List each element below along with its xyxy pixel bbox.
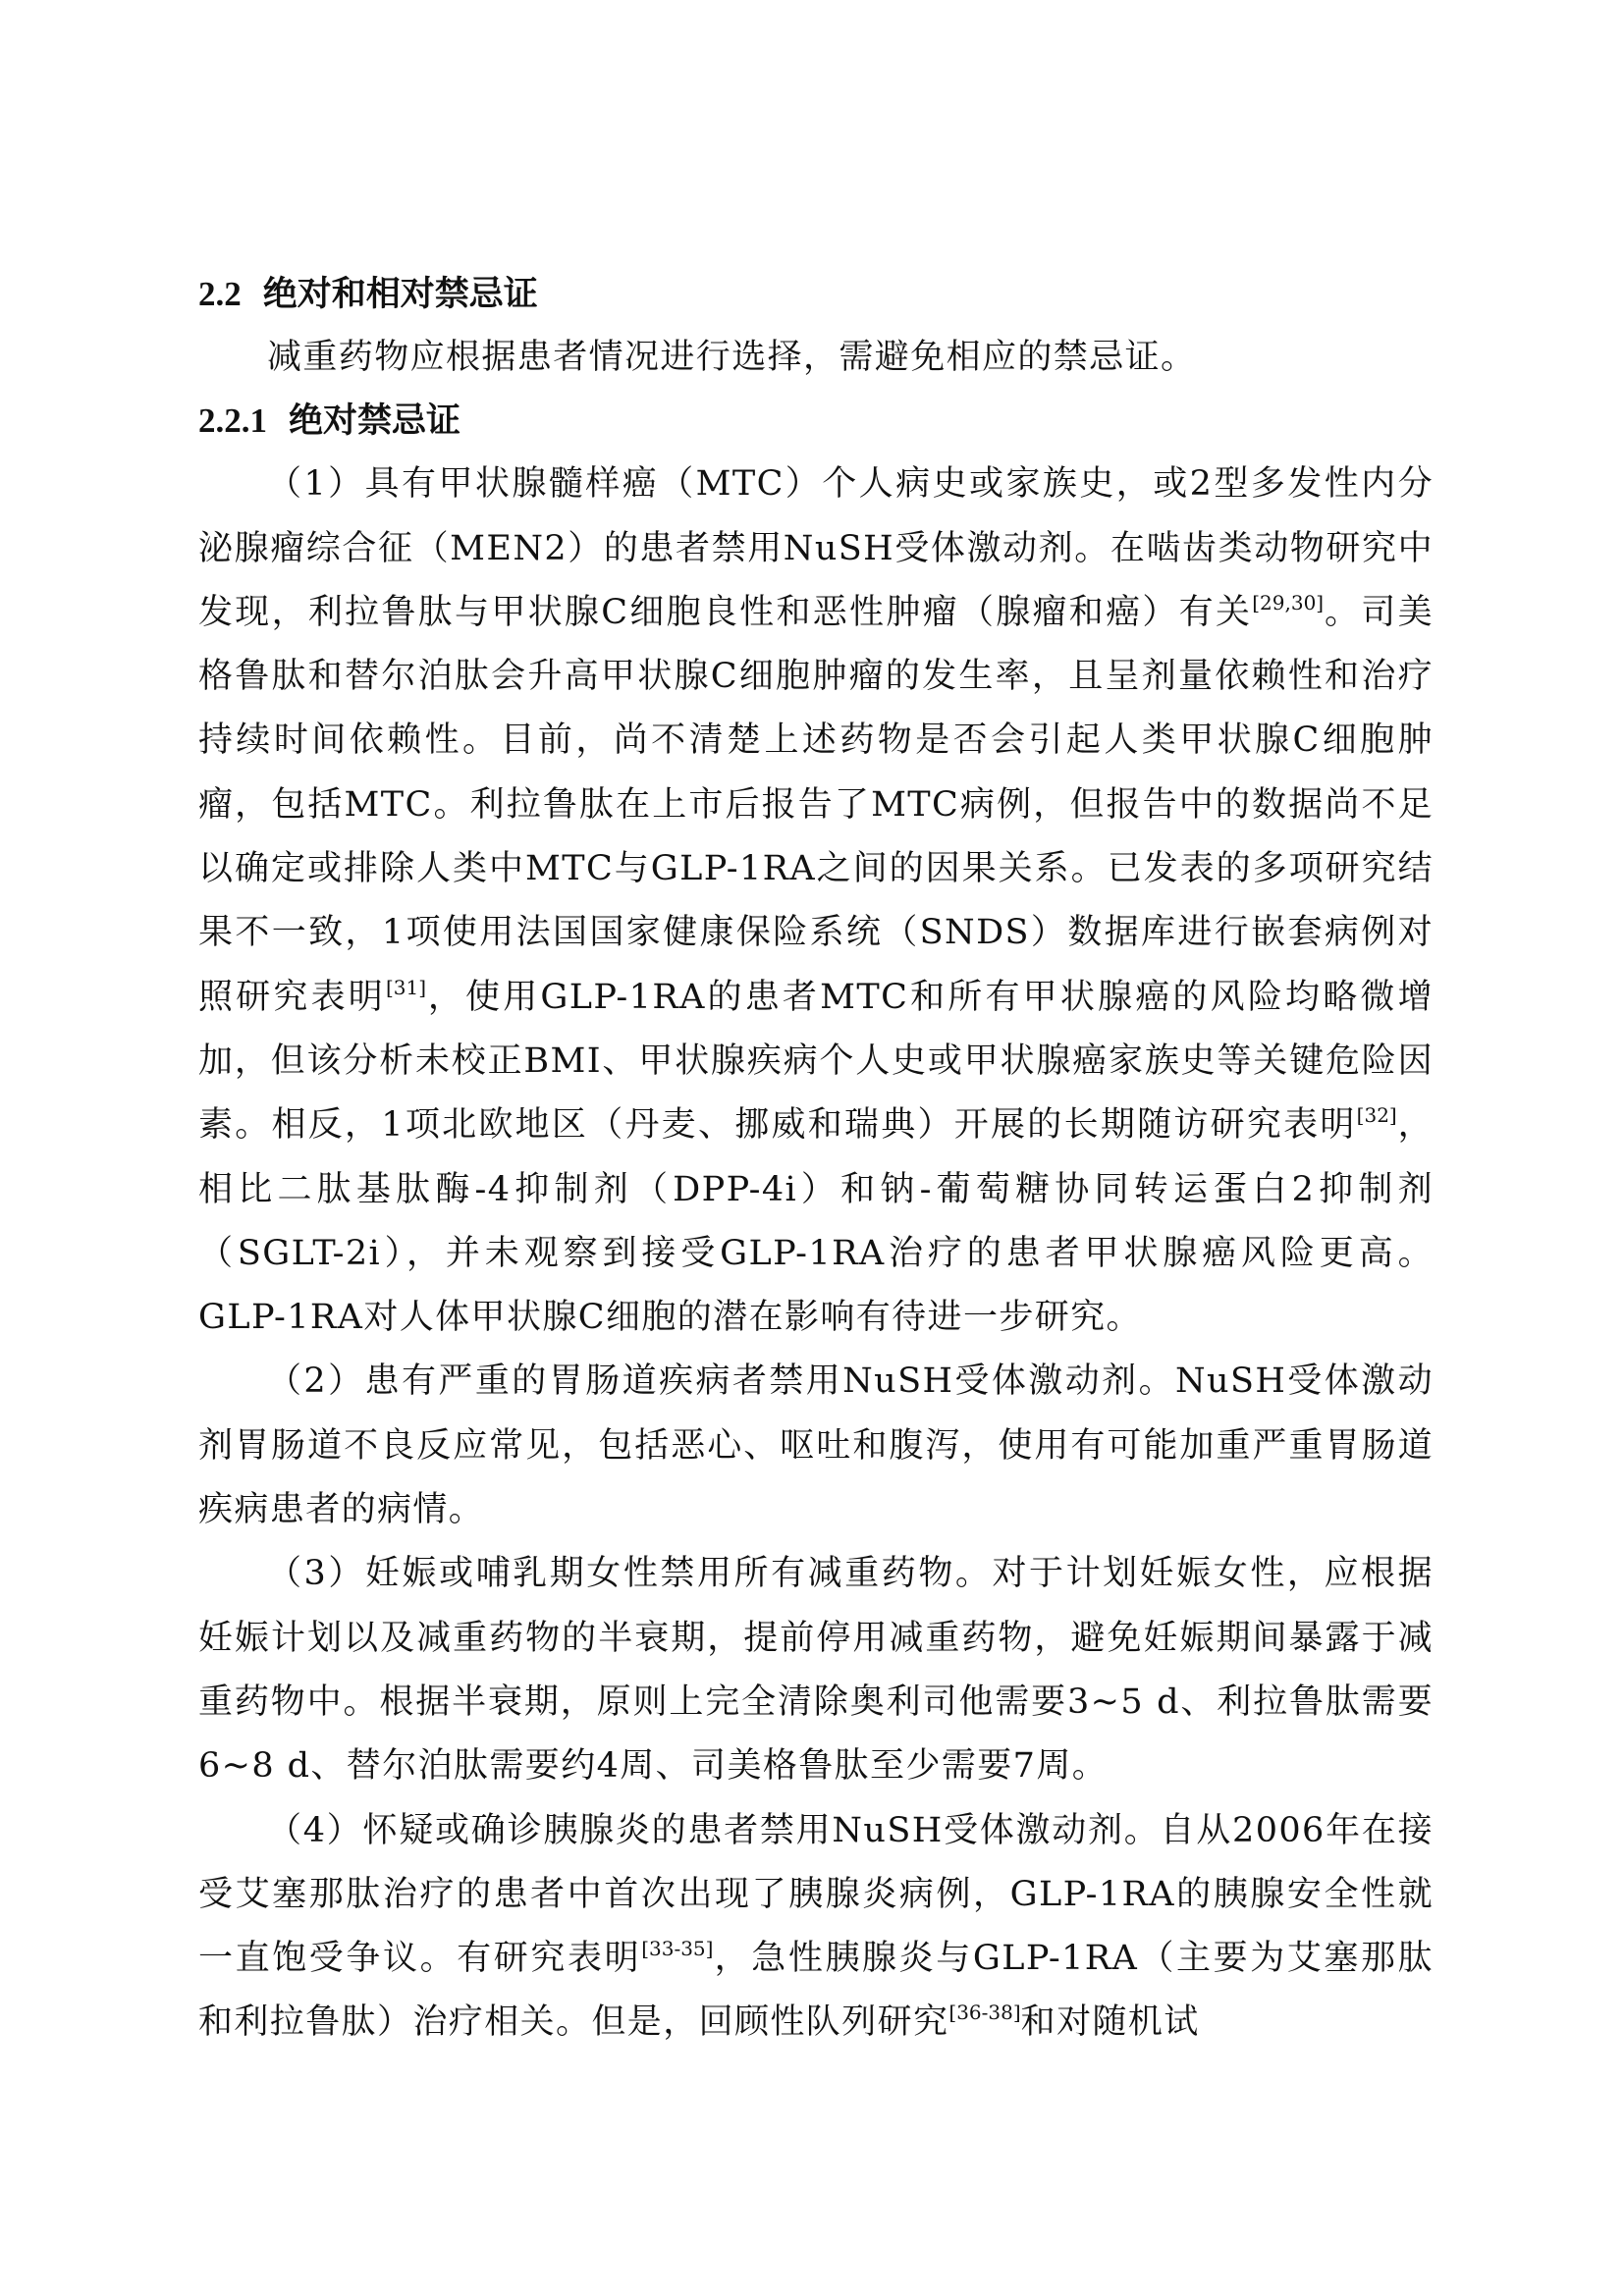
text-run: （4）怀疑或确诊胰腺炎的患者禁用NuSH受体激动剂。自从2006年在接受艾塞那肽治疗的患者中首次出现了胰腺炎病例，GLP-1RA的胰腺安全性就一直饱受争议。有研究表明 — [198, 1810, 1434, 1979]
text-run: 和对随机试 — [1020, 2002, 1200, 2043]
text-run: （2）患有严重的胃肠道疾病者禁用NuSH受体激动剂。NuSH受体激动剂胃肠道不良反应常见，包括恶心、呕吐和腹泻，使用有可能加重严重胃肠道疾病患者的病情。 — [198, 1362, 1434, 1530]
subsection-number: 2.2.1 — [198, 401, 267, 441]
subsection-title: 绝对禁忌证 — [289, 401, 461, 442]
citation: [29,30] — [1252, 590, 1325, 614]
paragraph-2 — [198, 1350, 1434, 1542]
citation: [36-38] — [948, 2001, 1021, 2025]
text-run: ，急性胰腺炎与GLP-1RA（主要为艾塞那肽和利拉鲁肽）治疗相关。但是，回顾性队列研究 — [198, 1939, 1434, 2043]
document-page — [198, 263, 1434, 2056]
citation: [33-35] — [641, 1937, 714, 1961]
text-run: ，使用GLP-1RA的患者MTC和所有甲状腺癌的风险均略微增加，但该分析未校正BMI、甲状腺疾病个人史或甲状腺癌家族史等关键危险因素。相反，1项北欧地区（丹麦、挪威和瑞典）开展的长期随访研究表明 — [198, 977, 1434, 1146]
subsection-heading — [198, 390, 1434, 453]
section-intro: 减重药物应根据患者情况进行选择，需避免相应的禁忌证。 — [267, 338, 1197, 377]
section-number: 2.2 — [198, 275, 242, 313]
text-run: 。司美格鲁肽和替尔泊肽会升高甲状腺C细胞肿瘤的发生率，且呈剂量依赖性和治疗持续时间依赖性。目前，尚不清楚上述药物是否会引起人类甲状腺C细胞肿瘤，包括MTC。利拉鲁肽在上市后报告了MTC病例，但报告中的数据尚不足以确定或排除人类中MTC与GLP-1RA之间的因果关系。已发表的多项研究结果不一致，1项使用法国国家健康保险系统（SNDS）数据库进行嵌套病例对照研究表明 — [198, 592, 1435, 1017]
paragraph-3 — [198, 1542, 1434, 1798]
text-run: ，相比二肽基肽酶-4抑制剂（DPP-4i）和钠-葡萄糖协同转运蛋白2抑制剂（SGLT-2i），并未观察到接受GLP-1RA治疗的患者甲状腺癌风险更高。GLP-1RA对人体甲状腺C细胞的潜在影响有待进一步研究。 — [198, 1105, 1434, 1338]
paragraph-4 — [198, 1799, 1434, 2056]
citation: [31] — [385, 975, 427, 999]
text-run: （1）具有甲状腺髓样癌（MTC）个人病史或家族史，或2型多发性内分泌腺瘤综合征（MEN2）的患者禁用NuSH受体激动剂。在啮齿类动物研究中发现，利拉鲁肽与甲状腺C细胞良性和恶性肿瘤（腺瘤和癌）有关 — [198, 464, 1434, 632]
section-title: 绝对和相对禁忌证 — [262, 275, 538, 314]
text-run: （3）妊娠或哺乳期女性禁用所有减重药物。对于计划妊娠女性，应根据妊娠计划以及减重药物的半衰期，提前停用减重药物，避免妊娠期间暴露于减重药物中。根据半衰期，原则上完全清除奥利司他需要3~5 d、利拉鲁肽需要6~8 d、替尔泊肽需要约4周、司美格鲁肽至少需要7周。 — [198, 1554, 1434, 1787]
section-heading — [198, 263, 1434, 326]
paragraph-1 — [198, 453, 1434, 1350]
citation: [32] — [1356, 1103, 1397, 1128]
